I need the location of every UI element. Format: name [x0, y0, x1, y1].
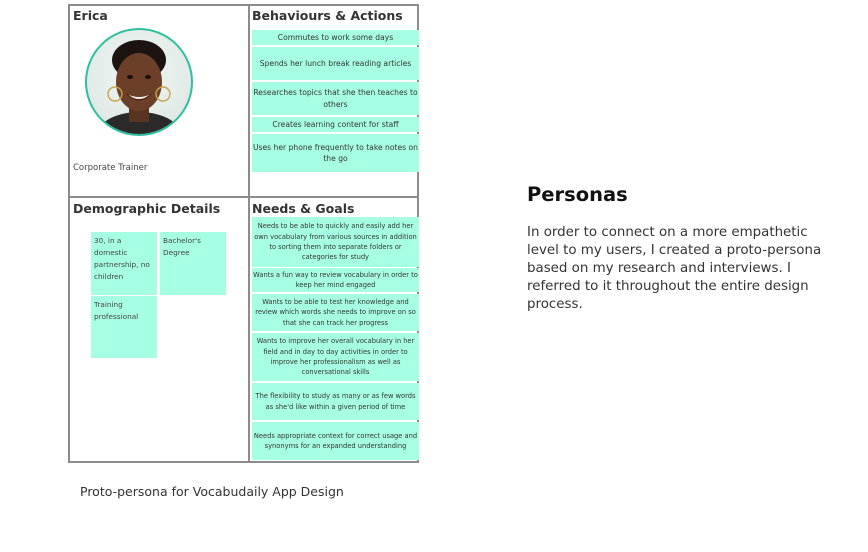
board-divider-horizontal	[70, 196, 417, 198]
behaviours-title: Behaviours & Actions	[252, 8, 403, 23]
need-note: Needs to be able to quickly and easily add her own vocabulary from various sources in addition to sorting them into separate folders or categories for study	[252, 217, 419, 267]
persona-role: Corporate Trainer	[73, 163, 148, 173]
demographic-note: Training professional	[91, 296, 157, 358]
need-note: Needs appropriate context for correct usage and synonyms for an expanded understanding	[252, 422, 419, 460]
needs-title: Needs & Goals	[252, 201, 355, 216]
need-note: Wants to be able to test her knowledge and review which words she needs to improve on so that she can track her progress	[252, 294, 419, 331]
persona-name: Erica	[73, 8, 108, 23]
behaviour-note: Spends her lunch break reading articles	[252, 47, 419, 80]
persona-board	[68, 4, 419, 463]
persona-portrait-icon	[87, 30, 191, 134]
behaviour-note: Uses her phone frequently to take notes on the go	[252, 134, 419, 172]
demographic-note: 30, in a domestic partnership, no children	[91, 232, 157, 295]
behaviour-note: Creates learning content for staff	[252, 117, 419, 132]
need-note: The flexibility to study as many or as few words as she'd like within a given period of time	[252, 383, 419, 420]
persona-caption: Proto-persona for Vocabudaily App Design	[80, 484, 344, 499]
section-body: In order to connect on a more empathetic level to my users, I created a proto-persona based on my research and interviews. I referred to it throughout the entire design process.	[527, 225, 822, 312]
board-divider-vertical	[248, 6, 250, 461]
need-note: Wants to improve her overall vocabulary in her field and in day to day activities in order to improve her professionalism as well as conversational skills	[252, 333, 419, 381]
persona-avatar	[85, 28, 193, 136]
demographic-note: Bachelor's Degree	[160, 232, 226, 295]
demographics-title: Demographic Details	[73, 201, 221, 216]
need-note: Wants a fun way to review vocabulary in order to keep her mind engaged	[252, 268, 419, 292]
section-heading: Personas	[527, 183, 628, 206]
behaviour-note: Researches topics that she then teaches to others	[252, 82, 419, 115]
behaviour-note: Commutes to work some days	[252, 30, 419, 45]
